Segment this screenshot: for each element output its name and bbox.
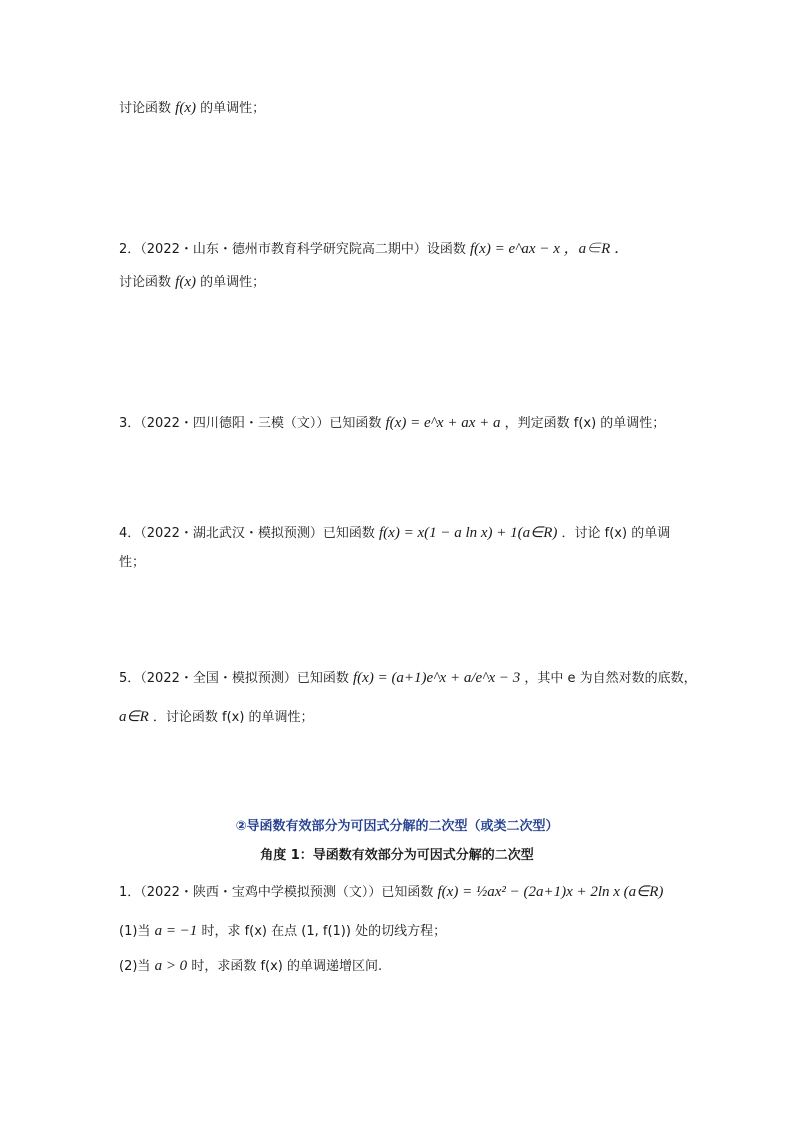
line-suffix: ．讨论 f(x) 的单调 bbox=[561, 526, 671, 541]
line-suffix: 时，求函数 f(x) 的单调递增区间. bbox=[191, 959, 383, 974]
math-expression: f(x) = x(1 − a ln x) + 1(a∈R) bbox=[379, 525, 558, 541]
problem-5 bbox=[119, 668, 697, 689]
line-prefix: (1)当 bbox=[119, 924, 151, 939]
line-prefix: 5．（2022・全国・模拟预测）已知函数 bbox=[119, 671, 349, 686]
problem-3 bbox=[119, 413, 665, 434]
problem-4 bbox=[119, 523, 670, 544]
line-prefix: 讨论函数 bbox=[119, 101, 172, 116]
line-prefix: 讨论函数 bbox=[119, 275, 172, 290]
line-prefix: 2．（2022・山东・德州市教育科学研究院高二期中）设函数 bbox=[119, 242, 466, 257]
line-suffix: ．讨论函数 f(x) 的单调性； bbox=[152, 710, 314, 725]
math-expression: a > 0 bbox=[154, 958, 188, 974]
line-suffix: ，其中 e 为自然对数的底数， bbox=[524, 671, 697, 686]
math-expression: f(x) = ½ax² − (2a+1)x + 2ln x (a∈R) bbox=[437, 884, 664, 900]
angle-title: 角度 1：导函数有效部分为可因式分解的二次型 bbox=[260, 848, 534, 863]
line-prefix: 性； bbox=[119, 555, 146, 570]
problem-1 bbox=[119, 882, 663, 903]
line-prefix: 3．（2022・四川德阳・三模（文））已知函数 bbox=[119, 416, 382, 431]
math-expression: a∈R bbox=[119, 709, 149, 725]
line-prefix: 4．（2022・湖北武汉・模拟预测）已知函数 bbox=[119, 526, 375, 541]
text-line-1 bbox=[119, 98, 265, 119]
text-line-3 bbox=[119, 272, 265, 293]
line-suffix: 的单调性； bbox=[200, 101, 266, 116]
sub-item-2 bbox=[119, 956, 382, 977]
text-line-6 bbox=[119, 552, 145, 573]
math-expression: f(x) bbox=[175, 274, 196, 290]
math-expression: f(x) bbox=[175, 100, 196, 116]
line-suffix: ，判定函数 f(x) 的单调性； bbox=[504, 416, 666, 431]
math-expression: a = −1 bbox=[154, 923, 198, 939]
line-suffix: 的单调性； bbox=[200, 275, 266, 290]
section-title: ②导函数有效部分为可因式分解的二次型（或类二次型） bbox=[235, 819, 559, 834]
line-prefix: (2)当 bbox=[119, 959, 151, 974]
math-expression: f(x) = e^ax − x ，a∈R ． bbox=[470, 241, 630, 257]
line-prefix: 1．（2022・陕西・宝鸡中学模拟预测（文））已知函数 bbox=[119, 885, 434, 900]
text-line-8 bbox=[119, 707, 314, 728]
problem-2 bbox=[119, 239, 629, 260]
line-suffix: 时，求 f(x) 在点 (1, f(1)) 处的切线方程； bbox=[201, 924, 447, 939]
sub-item-1 bbox=[119, 921, 446, 942]
math-expression: f(x) = (a+1)e^x + a/e^x − 3 bbox=[353, 670, 521, 686]
math-expression: f(x) = e^x + ax + a bbox=[385, 415, 501, 431]
